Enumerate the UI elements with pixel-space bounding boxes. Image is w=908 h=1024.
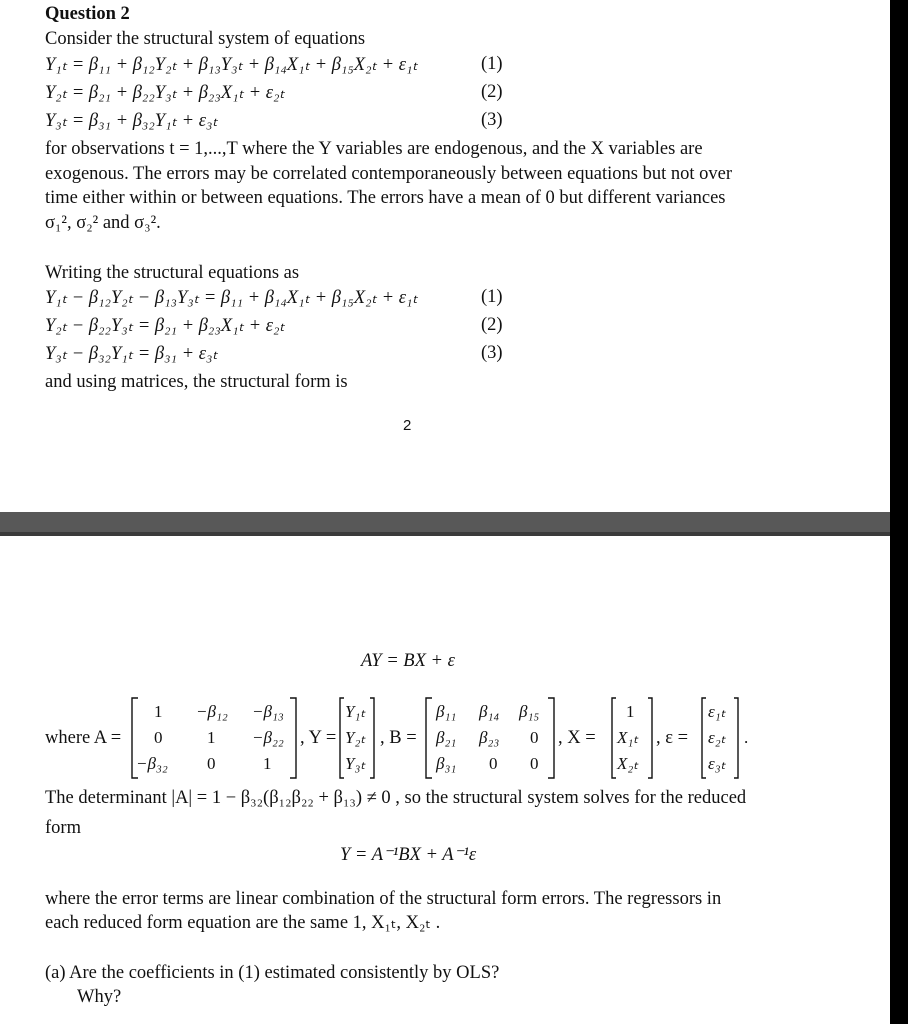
matrix-y-cell: Y₁ₜ [345, 702, 366, 721]
equation-number-2: (2) [481, 315, 503, 335]
matrix-b-cell: β₂₁ [436, 728, 457, 747]
matrix-y-cell: Y₂ₜ [345, 728, 366, 747]
matrix-a-cell: −β₃₂ [136, 754, 168, 773]
b-label: , B = [380, 728, 417, 748]
matrix-a-cell: 0 [207, 754, 216, 773]
part-a-why: Why? [77, 987, 122, 1007]
paragraph-line: time either within or between equations. The errors have a mean of 0 but different variances [45, 188, 726, 208]
writing-text: Writing the structural equations as [45, 263, 300, 283]
window-edge [890, 0, 908, 1024]
paragraph-line: exogenous. The errors may be correlated contemporaneously between equations but not over [45, 164, 733, 184]
matrix-epsilon-cell: ε₂ₜ [708, 728, 726, 747]
matrix-x-cell: X₂ₜ [617, 754, 639, 773]
question-title: Question 2 [45, 4, 130, 24]
determinant-line: form [45, 818, 81, 838]
page-2 [0, 536, 890, 1024]
matrix-a-cell: 0 [154, 728, 163, 747]
equation-2: Y₂ₜ = β₂₁ + β₂₂Y₃ₜ + β₂₃X₁ₜ + ε₂ₜ [45, 83, 285, 103]
x-label: , X = [558, 728, 596, 748]
page-1 [0, 0, 890, 512]
matrix-epsilon-cell: ε₃ₜ [708, 754, 726, 773]
equation-number-3: (3) [481, 343, 503, 363]
epsilon-label: , ε = [656, 728, 689, 748]
matrix-b-cell: β₁₅ [519, 702, 540, 721]
intro-text: Consider the structural system of equations [45, 29, 366, 49]
matrix-x-cell: X₁ₜ [617, 728, 639, 747]
y-label: , Y = [300, 728, 337, 748]
matrix-b-cell: β₃₁ [436, 754, 457, 773]
matrix-b-cell: 0 [489, 754, 498, 773]
equation-number-3: (3) [481, 110, 503, 130]
matrix-a-cell: 1 [154, 702, 163, 721]
where-label: where A = [45, 728, 122, 748]
matrix-a-cell: −β₂₂ [252, 728, 284, 747]
matrix-a-cell: 1 [207, 728, 216, 747]
page-number: 2 [403, 417, 412, 434]
equation-number-1: (1) [481, 54, 503, 74]
equation-1: Y₁ₜ = β₁₁ + β₁₂Y₂ₜ + β₁₃Y₃ₜ + β₁₄X₁ₜ + β₁₅X₂ₜ + ε₁ₜ [45, 55, 418, 75]
matrix-epsilon-cell: ε₁ₜ [708, 702, 726, 721]
matrix-b-cell: β₁₄ [479, 702, 500, 721]
matrix-a-cell: −β₁₂ [196, 702, 228, 721]
paragraph-line: for observations t = 1,...,T where the Y variables are endogenous, and the X variables are [45, 139, 703, 159]
matrix-a-cell: −β₁₃ [252, 702, 284, 721]
equation-number-2: (2) [481, 82, 503, 102]
written-equation-3: Y₃ₜ − β₃₂Y₁ₜ = β₃₁ + ε₃ₜ [45, 344, 218, 364]
paragraph-line: σ₁², σ₂² and σ₃². [45, 213, 161, 233]
matrix-b-cell: 0 [530, 754, 539, 773]
reduced-form-equation: Y = A⁻¹BX + A⁻¹ε [340, 845, 477, 865]
matrix-b-cell: β₁₁ [436, 702, 457, 721]
page-separator [0, 512, 890, 532]
equation-number-1: (1) [481, 287, 503, 307]
matrix-b-cell: β₂₃ [479, 728, 500, 747]
written-equation-2: Y₂ₜ − β₂₂Y₃ₜ = β₂₁ + β₂₃X₁ₜ + ε₂ₜ [45, 316, 285, 336]
error-terms-line: each reduced form equation are the same 1, X₁ₜ, X₂ₜ . [45, 913, 441, 933]
structural-form-equation: AY = BX + ε [361, 651, 455, 671]
determinant-line: The determinant |A| = 1 − β₃₂(β₁₂β₂₂ + β₁₃) ≠ 0 , so the structural system solves for the reduced [45, 788, 747, 808]
matrix-y-cell: Y₃ₜ [345, 754, 366, 773]
part-a-question: (a) Are the coefficients in (1) estimated consistently by OLS? [45, 963, 500, 983]
matrices-intro: and using matrices, the structural form is [45, 372, 348, 392]
matrix-b-cell: 0 [530, 728, 539, 747]
matrix-a-cell: 1 [263, 754, 272, 773]
matrix-x-cell: 1 [626, 702, 635, 721]
equation-3: Y₃ₜ = β₃₁ + β₃₂Y₁ₜ + ε₃ₜ [45, 111, 218, 131]
written-equation-1: Y₁ₜ − β₁₂Y₂ₜ − β₁₃Y₃ₜ = β₁₁ + β₁₄X₁ₜ + β₁₅X₂ₜ + ε₁ₜ [45, 288, 418, 308]
error-terms-line: where the error terms are linear combination of the structural form errors. The regressors in [45, 889, 722, 909]
period: . [744, 728, 749, 747]
